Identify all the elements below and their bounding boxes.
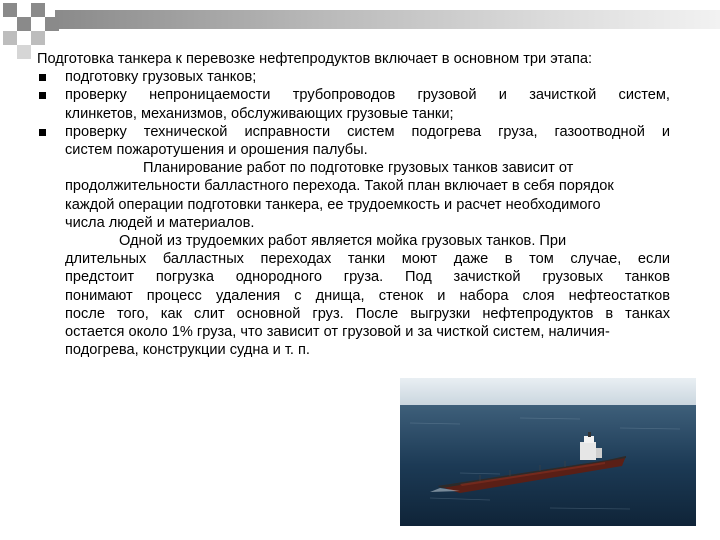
bullet-text: проверку непроницаемости трубопроводов грузовой и зачисткой систем, [65, 87, 670, 104]
bullet-text: клинкетов, механизмов, обслуживающих грузовые танки; [65, 105, 454, 122]
decor-square [31, 31, 45, 45]
decor-square [3, 31, 17, 45]
decor-square [45, 17, 59, 31]
bullet-item-2 [37, 86, 670, 122]
intro-line: Подготовка танкера к перевозке нефтепродуктов включает в основном три этапа: [37, 51, 593, 67]
slide-body-text [37, 50, 670, 359]
square-bullet-icon [39, 92, 46, 99]
paragraph-line: каждой операции подготовки танкера, ее трудоемкость и расчет необходимого [65, 196, 601, 213]
bullet-text: подготовку грузовых танков; [65, 69, 257, 86]
paragraph-line: понимают процесс удаления с днища, стенок и набора слоя нефтеостатков [65, 287, 670, 304]
paragraph-line: Планирование работ по подготовке грузовых танков зависит от [143, 160, 574, 177]
paragraph-line: продолжительности балластного перехода. Такой план включает в себя порядок [65, 178, 614, 195]
paragraph-line: остается около 1% груза, что зависит от грузовой и за чисткой систем, наличия- [65, 324, 610, 341]
paragraph-2 [37, 232, 670, 359]
decor-square [3, 3, 17, 17]
bullet-text: систем пожаротушения и орошения палубы. [65, 142, 368, 159]
decor-square [17, 45, 31, 59]
paragraph-line: после того, как слит основной груз. После выгрузки нефтепродуктов в танках [65, 305, 670, 322]
sky [400, 378, 696, 406]
paragraph-1 [37, 159, 670, 232]
square-bullet-icon [39, 129, 46, 136]
decor-square [31, 3, 45, 17]
bullet-item-3 [37, 123, 670, 159]
decor-square [17, 17, 31, 31]
bullet-text: проверку технической исправности систем подогрева груза, газоотводной и [65, 123, 670, 140]
tanker-photo [400, 378, 696, 526]
bullet-item-1 [37, 68, 670, 86]
paragraph-line: Одной из трудоемких работ является мойка грузовых танков. При [119, 233, 567, 250]
paragraph-line: предстоит погрузка однородного груза. Под зачисткой грузовых танков [65, 269, 670, 286]
paragraph-line: длительных балластных переходах танки моют даже в том случае, если [65, 251, 670, 268]
header-gradient-bar [55, 10, 720, 29]
square-bullet-icon [39, 74, 46, 81]
sea [400, 405, 696, 526]
paragraph-line: числа людей и материалов. [65, 214, 255, 231]
paragraph-line: подогрева, конструкции судна и т. п. [65, 342, 310, 359]
